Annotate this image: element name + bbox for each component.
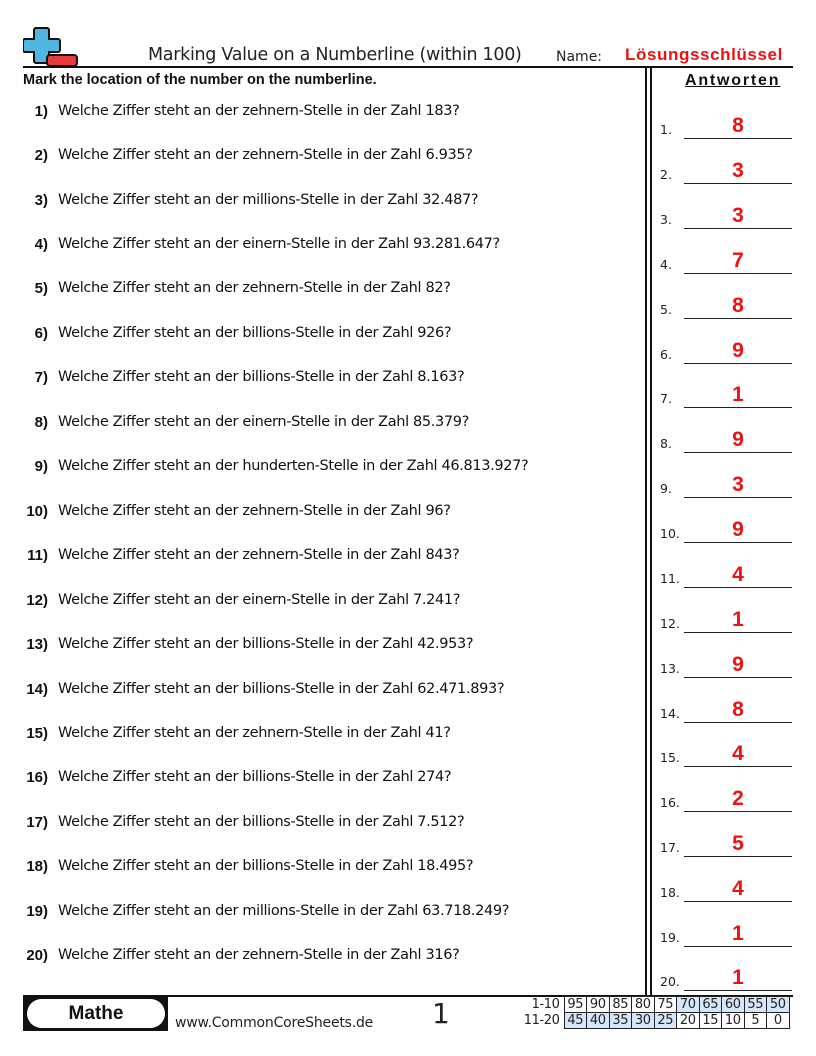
answer-value[interactable]: 1	[732, 383, 744, 406]
question-text: Welche Ziffer steht an der zehnern-Stelle in der Zahl 41?	[58, 725, 451, 741]
score-cell: 40	[587, 1013, 610, 1029]
question-item	[0, 103, 640, 123]
question-number: 18)	[26, 858, 48, 875]
score-cell: 35	[609, 1013, 632, 1029]
answer-item	[660, 154, 795, 184]
answer-number: 18.	[660, 885, 680, 900]
answer-value[interactable]: 8	[732, 114, 744, 137]
score-cell: 75	[654, 997, 677, 1013]
answer-item	[660, 423, 795, 453]
question-item	[0, 325, 640, 345]
answer-item	[660, 468, 795, 498]
answer-value[interactable]: 3	[732, 204, 744, 227]
question-number: 6)	[34, 325, 48, 342]
question-text: Welche Ziffer steht an der zehnern-Stelle in der Zahl 843?	[58, 547, 460, 563]
answer-value[interactable]: 1	[732, 922, 744, 945]
question-item	[0, 681, 640, 701]
answer-number: 13.	[660, 661, 680, 676]
instructions: Mark the location of the number on the numberline.	[23, 72, 377, 88]
answer-value[interactable]: 1	[732, 608, 744, 631]
answer-item	[660, 693, 795, 723]
score-row-label: 11-20	[523, 1013, 560, 1028]
score-cell: 80	[632, 997, 655, 1013]
worksheet-title: Marking Value on a Numberline (within 100)	[148, 45, 522, 65]
question-number: 16)	[26, 769, 48, 786]
answer-item	[660, 827, 795, 857]
answer-item	[660, 648, 795, 678]
score-cell: 0	[767, 1013, 790, 1029]
score-cell: 10	[722, 1013, 745, 1029]
question-text: Welche Ziffer steht an der millions-Stelle in der Zahl 32.487?	[58, 192, 479, 208]
question-item	[0, 858, 640, 878]
answer-item	[660, 378, 795, 408]
score-cell: 5	[744, 1013, 767, 1029]
question-number: 9)	[34, 458, 48, 475]
answer-value[interactable]: 2	[732, 787, 744, 810]
answer-value[interactable]: 4	[732, 742, 744, 765]
question-text: Welche Ziffer steht an der billions-Stelle in der Zahl 7.512?	[58, 814, 465, 830]
score-table	[520, 996, 790, 1029]
question-number: 15)	[26, 725, 48, 742]
score-cell: 85	[609, 997, 632, 1013]
answer-value[interactable]: 9	[732, 518, 744, 541]
question-text: Welche Ziffer steht an der zehnern-Stelle in der Zahl 6.935?	[58, 147, 473, 163]
score-cell: 65	[699, 997, 722, 1013]
question-number: 5)	[34, 280, 48, 297]
answer-number: 1.	[660, 122, 672, 137]
answer-item	[660, 289, 795, 319]
score-row	[520, 997, 789, 1013]
question-text: Welche Ziffer steht an der billions-Stelle in der Zahl 274?	[58, 769, 452, 785]
question-text: Welche Ziffer steht an der billions-Stelle in der Zahl 8.163?	[58, 369, 465, 385]
answer-number: 2.	[660, 167, 672, 182]
answer-number: 17.	[660, 840, 680, 855]
question-item	[0, 192, 640, 212]
question-item	[0, 236, 640, 256]
answer-item	[660, 199, 795, 229]
question-text: Welche Ziffer steht an der zehnern-Stelle in der Zahl 96?	[58, 503, 451, 519]
score-cell: 25	[654, 1013, 677, 1029]
answers-heading: Antworten	[685, 72, 781, 89]
answer-number: 8.	[660, 436, 672, 451]
question-text: Welche Ziffer steht an der billions-Stelle in der Zahl 926?	[58, 325, 452, 341]
question-text: Welche Ziffer steht an der millions-Stelle in der Zahl 63.718.249?	[58, 903, 510, 919]
answer-number: 5.	[660, 302, 672, 317]
answer-value[interactable]: 7	[732, 249, 744, 272]
page-number: 1	[432, 997, 450, 1030]
name-label: Name:	[556, 49, 603, 65]
score-cell: 30	[632, 1013, 655, 1029]
question-text: Welche Ziffer steht an der zehnern-Stelle in der Zahl 316?	[58, 947, 460, 963]
answer-number: 11.	[660, 571, 680, 586]
question-number: 19)	[26, 903, 48, 920]
answer-value[interactable]: 8	[732, 698, 744, 721]
answer-number: 12.	[660, 616, 680, 631]
score-cell: 70	[677, 997, 700, 1013]
question-number: 3)	[34, 192, 48, 209]
score-cell: 50	[767, 997, 790, 1013]
score-cell: 55	[744, 997, 767, 1013]
score-cell: 60	[722, 997, 745, 1013]
answer-number: 14.	[660, 706, 680, 721]
question-item	[0, 547, 640, 567]
answer-number: 9.	[660, 481, 672, 496]
question-number: 13)	[26, 636, 48, 653]
question-text: Welche Ziffer steht an der hunderten-Stelle in der Zahl 46.813.927?	[58, 458, 529, 474]
answer-number: 7.	[660, 391, 672, 406]
answer-value[interactable]: 9	[732, 339, 744, 362]
answer-value[interactable]: 3	[732, 473, 744, 496]
question-text: Welche Ziffer steht an der billions-Stelle in der Zahl 42.953?	[58, 636, 474, 652]
answer-value[interactable]: 4	[732, 877, 744, 900]
question-text: Welche Ziffer steht an der billions-Stelle in der Zahl 62.471.893?	[58, 681, 505, 697]
column-divider	[650, 68, 652, 995]
answer-number: 6.	[660, 347, 672, 362]
name-value: Lösungsschlüssel	[625, 45, 783, 64]
question-item	[0, 636, 640, 656]
question-item	[0, 769, 640, 789]
answer-item	[660, 244, 795, 274]
answer-value[interactable]: 9	[732, 428, 744, 451]
question-item	[0, 280, 640, 300]
question-number: 12)	[26, 592, 48, 609]
question-item	[0, 814, 640, 834]
question-text: Welche Ziffer steht an der einern-Stelle in der Zahl 7.241?	[58, 592, 461, 608]
answer-number: 19.	[660, 930, 680, 945]
answer-item	[660, 917, 795, 947]
score-cell: 45	[564, 1013, 587, 1029]
answer-number: 16.	[660, 795, 680, 810]
answer-number: 15.	[660, 750, 680, 765]
answer-item	[660, 603, 795, 633]
score-row	[520, 1013, 789, 1029]
question-item	[0, 414, 640, 434]
question-number: 4)	[34, 236, 48, 253]
question-item	[0, 903, 640, 923]
answer-item	[660, 109, 795, 139]
question-text: Welche Ziffer steht an der zehnern-Stelle in der Zahl 82?	[58, 280, 451, 296]
answer-item	[660, 558, 795, 588]
question-number: 10)	[26, 503, 48, 520]
answer-item	[660, 334, 795, 364]
question-number: 1)	[34, 103, 48, 120]
question-number: 14)	[26, 681, 48, 698]
answer-number: 4.	[660, 257, 672, 272]
answer-value[interactable]: 8	[732, 294, 744, 317]
question-item	[0, 458, 640, 478]
answer-value[interactable]: 4	[732, 563, 744, 586]
question-text: Welche Ziffer steht an der einern-Stelle in der Zahl 93.281.647?	[58, 236, 500, 252]
question-text: Welche Ziffer steht an der billions-Stelle in der Zahl 18.495?	[58, 858, 474, 874]
plus-minus-logo-icon	[23, 26, 79, 68]
answer-item	[660, 513, 795, 543]
answer-item	[660, 872, 795, 902]
question-item	[0, 947, 640, 967]
answer-item	[660, 961, 795, 991]
score-cell: 15	[699, 1013, 722, 1029]
answer-value[interactable]: 1	[732, 966, 744, 989]
question-item	[0, 725, 640, 745]
score-row-label: 1-10	[531, 997, 560, 1012]
site-link[interactable]: www.CommonCoreSheets.de	[175, 1015, 374, 1031]
question-number: 7)	[34, 369, 48, 386]
column-divider	[645, 68, 647, 995]
answer-value[interactable]: 9	[732, 653, 744, 676]
question-item	[0, 147, 640, 167]
question-number: 2)	[34, 147, 48, 164]
answer-value[interactable]: 3	[732, 159, 744, 182]
score-cell: 90	[587, 997, 610, 1013]
answer-number: 3.	[660, 212, 672, 227]
question-item	[0, 592, 640, 612]
score-cell: 95	[564, 997, 587, 1013]
header-rule	[23, 66, 793, 68]
question-number: 17)	[26, 814, 48, 831]
question-number: 11)	[27, 547, 48, 564]
answer-item	[660, 737, 795, 767]
answer-number: 10.	[660, 526, 680, 541]
answer-item	[660, 782, 795, 812]
answer-value[interactable]: 5	[732, 832, 744, 855]
question-number: 20)	[26, 947, 48, 964]
question-text: Welche Ziffer steht an der einern-Stelle in der Zahl 85.379?	[58, 414, 470, 430]
question-item	[0, 369, 640, 389]
question-number: 8)	[34, 414, 48, 431]
question-text: Welche Ziffer steht an der zehnern-Stelle in der Zahl 183?	[58, 103, 460, 119]
question-item	[0, 503, 640, 523]
brand-label: Mathe	[27, 999, 165, 1028]
score-cell: 20	[677, 1013, 700, 1029]
answer-number: 20.	[660, 974, 680, 989]
